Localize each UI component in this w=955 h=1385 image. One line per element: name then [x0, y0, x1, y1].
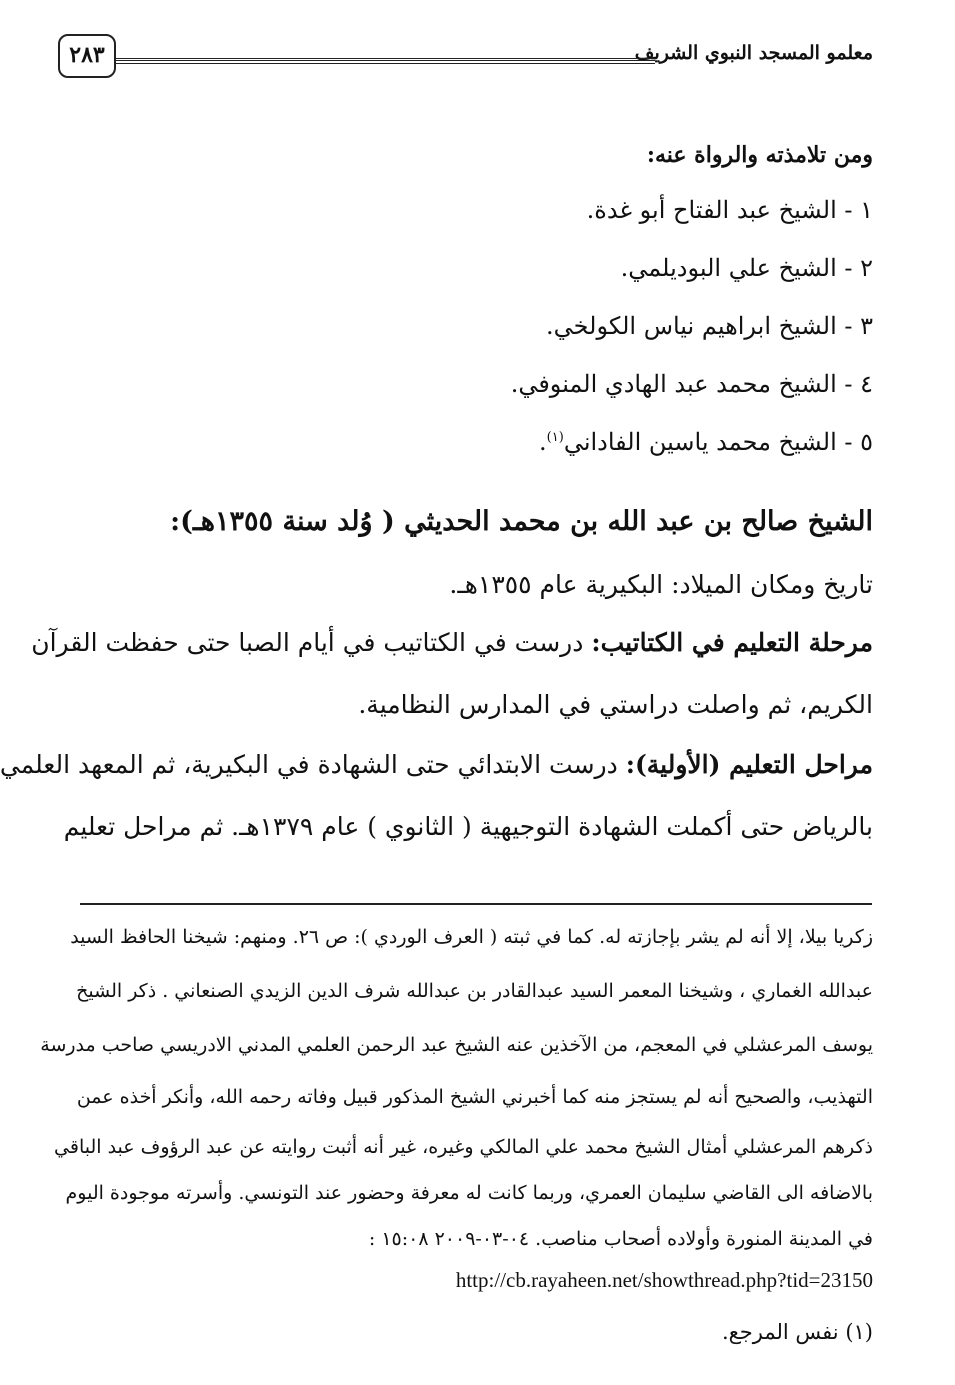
footnote-url: http://cb.rayaheen.net/showthread.php?tid=23150 [455, 1268, 873, 1292]
primary-line-1 [0, 750, 873, 779]
page-number: ٢٨٣ [58, 34, 116, 78]
header-rule [114, 58, 655, 64]
student-item-5-text: ٥ - الشيخ محمد ياسين الفاداني [563, 428, 873, 456]
footnote-line-6: بالاضافه الى القاضي سليمان العمري، وربما كانت له معرفة وحضور عند التونسي. وأسرته موجودة اليوم [65, 1182, 873, 1204]
section-title: الشيخ صالح بن عبد الله بن محمد الحديثي ( وُلد سنة ١٣٥٥هـ): [170, 506, 873, 537]
footnote-line-1: زكريا بيلا، إلا أنه لم يشر بإجازته له. كما في ثبته ( العرف الوردي ): ص ٢٦. ومنهم: شيخنا الحافظ السيد [70, 926, 873, 948]
kuttab-text-1: درست في الكتاتيب في أيام الصبا حتى حفظت القرآن [31, 628, 584, 657]
birth-line: تاريخ ومكان الميلاد: البكيرية عام ١٣٥٥هـ. [449, 570, 873, 599]
kuttab-label: مرحلة التعليم في الكتاتيب: [591, 628, 873, 657]
primary-line-2: بالرياض حتى أكملت الشهادة التوجيهية ( الثانوي ) عام ١٣٧٩هـ. ثم مراحل تعليم [63, 812, 873, 841]
kuttab-line-1 [31, 628, 873, 657]
footnote-line-4: التهذيب، والصحيح أنه لم يستجز منه كما أخبرني الشيخ المذكور قبيل وفاته رحمه الله، وأنكر أخذه عمن [76, 1086, 873, 1108]
student-item-1: ١ - الشيخ عبد الفتاح أبو غدة. [586, 196, 873, 224]
footnote-line-5: ذكرهم المرعشلي أمثال الشيخ محمد علي المالكي وغيره، غير أنه أثبت روايته عن عبد الرؤوف عبد الباقي [54, 1136, 873, 1158]
student-item-4: ٤ - الشيخ محمد عبد الهادي المنوفي. [510, 370, 873, 398]
kuttab-line-2: الكريم، ثم واصلت دراستي في المدارس النظامية. [358, 690, 873, 719]
footnote-line-3: يوسف المرعشلي في المعجم، من الآخذين عنه الشيخ عبد الرحمن العلمي المدني الادريسي صاحب مدرسة [40, 1034, 873, 1056]
students-heading: ومن تلامذته والرواة عنه: [646, 142, 873, 168]
running-header [58, 34, 873, 84]
book-title: معلمو المسجد النبوي الشريف [634, 42, 873, 64]
student-item-5 [80, 428, 873, 456]
footnote-line-2: عبدالله الغماري ، وشيخنا المعمر السيد عبدالقادر بن عبدالله شرف الدين الزيدي الصنعاني . ذكر الشيخ [76, 980, 873, 1002]
student-item-5-end: . [539, 428, 547, 456]
student-item-2: ٢ - الشيخ علي البوديلمي. [620, 254, 873, 282]
footnote-1: (١) نفس المرجع. [721, 1320, 873, 1344]
footnote-ref-1: (١) [546, 430, 564, 445]
student-item-3: ٣ - الشيخ ابراهيم نياس الكولخي. [546, 312, 873, 340]
footnote-line-7: في المدينة المنورة وأولاده أصحاب مناصب. ٠٤-٠٣-٢٠٠٩ ١٥:٠٨ : [368, 1228, 873, 1250]
footnote-separator [80, 903, 872, 905]
primary-label: مراحل التعليم (الأولية): [625, 750, 873, 779]
primary-text-1: درست الابتدائي حتى الشهادة في البكيرية، ثم المعهد العلمي [0, 750, 618, 779]
